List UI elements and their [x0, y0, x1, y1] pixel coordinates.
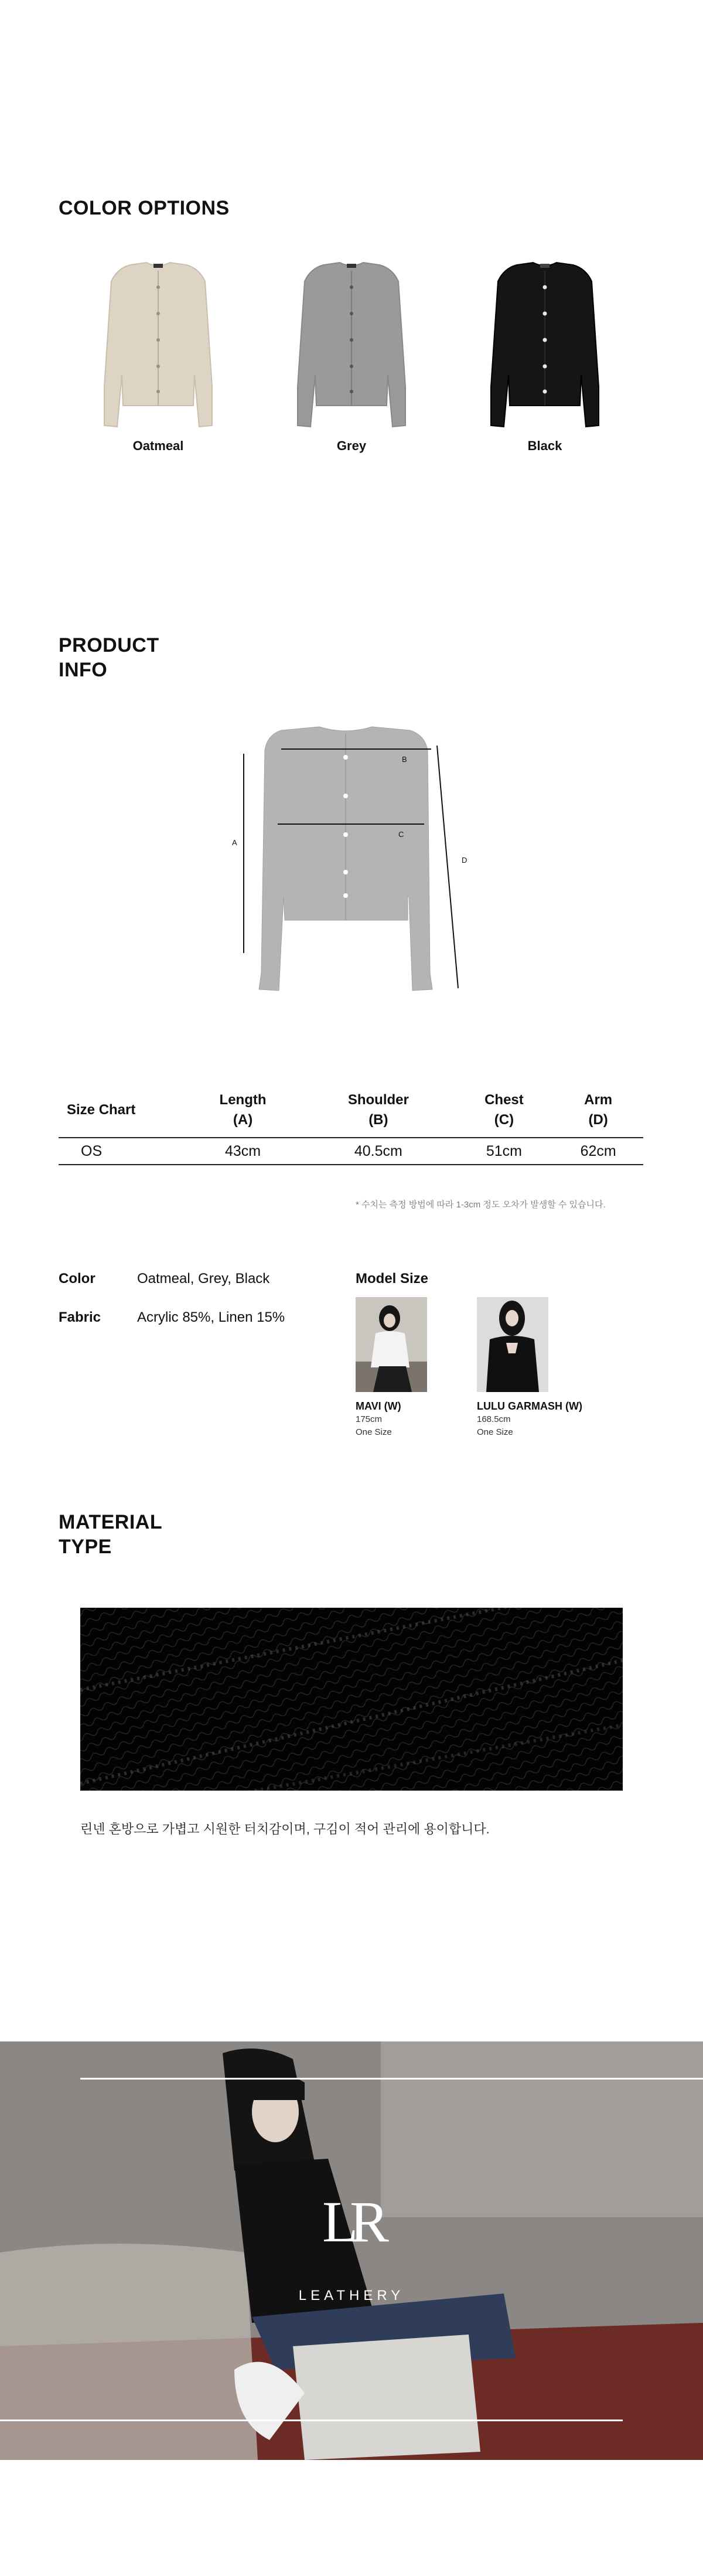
size-chart-title: Size Chart [67, 1102, 136, 1118]
diagram-label-a: A [232, 838, 237, 847]
model-size-heading: Model Size [356, 1271, 429, 1287]
model-name: MAVI (W) [356, 1400, 401, 1412]
arm-header-label: Arm [584, 1092, 613, 1108]
fabric-texture-image [80, 1608, 623, 1791]
swatch-label-oatmeal: Oatmeal [132, 438, 184, 453]
swatch-label-grey: Grey [336, 438, 367, 453]
length-header-label: Length [219, 1092, 267, 1108]
size-chart-table [59, 1090, 643, 1165]
model-height: 168.5cm [477, 1414, 511, 1424]
chest-header-code: (C) [494, 1112, 514, 1128]
grey-cardigan-image [281, 258, 422, 434]
size-chart-header-row [59, 1090, 643, 1138]
black-cardigan-image [475, 258, 615, 434]
color-options-heading: COLOR OPTIONS [59, 197, 230, 219]
shoulder-header [302, 1090, 455, 1138]
chest-header-label: Chest [484, 1092, 524, 1108]
table-row [59, 1138, 643, 1165]
material-description: 린넨 혼방으로 가볍고 시원한 터치감이며, 구김이 적어 관리에 용이합니다. [80, 1822, 490, 1836]
arm-header [553, 1090, 643, 1138]
model-size: One Size [356, 1427, 392, 1437]
material-type-heading [59, 1510, 162, 1559]
length-header [184, 1090, 302, 1138]
length-cell: 43cm [224, 1142, 261, 1159]
model-card [477, 1297, 594, 1438]
model-name: LULU GARMASH (W) [477, 1400, 582, 1412]
brand-campaign-image [0, 2041, 703, 2460]
material-type-heading-line2: TYPE [59, 1536, 112, 1558]
chest-cell: 51cm [486, 1142, 522, 1159]
shoulder-header-code: (B) [368, 1112, 388, 1128]
shoulder-cell: 40.5cm [354, 1142, 402, 1159]
model-size: One Size [477, 1427, 513, 1437]
size-cell: OS [81, 1142, 103, 1159]
brand-wordmark: LEATHERY [298, 2288, 405, 2303]
diagram-label-b: B [402, 755, 407, 764]
color-label: Color [59, 1271, 95, 1287]
color-value: Oatmeal, Grey, Black [137, 1271, 270, 1287]
diagram-label-d: D [462, 856, 467, 865]
arm-cell: 62cm [580, 1142, 616, 1159]
swatch-label-black: Black [527, 438, 562, 453]
chest-header [455, 1090, 554, 1138]
diagram-label-c: C [398, 830, 404, 839]
fabric-label: Fabric [59, 1309, 101, 1325]
fabric-value: Acrylic 85%, Linen 15% [137, 1309, 285, 1325]
arm-header-code: (D) [588, 1112, 608, 1128]
oatmeal-cardigan-image [88, 258, 228, 434]
shoulder-header-label: Shoulder [347, 1092, 409, 1108]
length-header-code: (A) [233, 1112, 253, 1128]
brand-monogram-logo: LR [322, 2189, 381, 2254]
model-height: 175cm [356, 1414, 383, 1424]
size-chart-header [59, 1090, 184, 1138]
top-rule [80, 2078, 703, 2080]
material-type-heading-line1: MATERIAL [59, 1511, 163, 1533]
model-card [356, 1297, 443, 1438]
product-info-heading-line1: PRODUCT [59, 634, 159, 656]
model-photo [356, 1297, 427, 1392]
measurement-note: * 수치는 측정 방법에 따라 1-3cm 정도 오차가 발생할 수 있습니다. [356, 1200, 606, 1210]
bottom-rule [0, 2420, 623, 2421]
measurement-diagram [223, 721, 480, 1002]
model-photo [477, 1297, 548, 1392]
product-info-heading [59, 633, 159, 682]
product-info-heading-line2: INFO [59, 659, 108, 681]
